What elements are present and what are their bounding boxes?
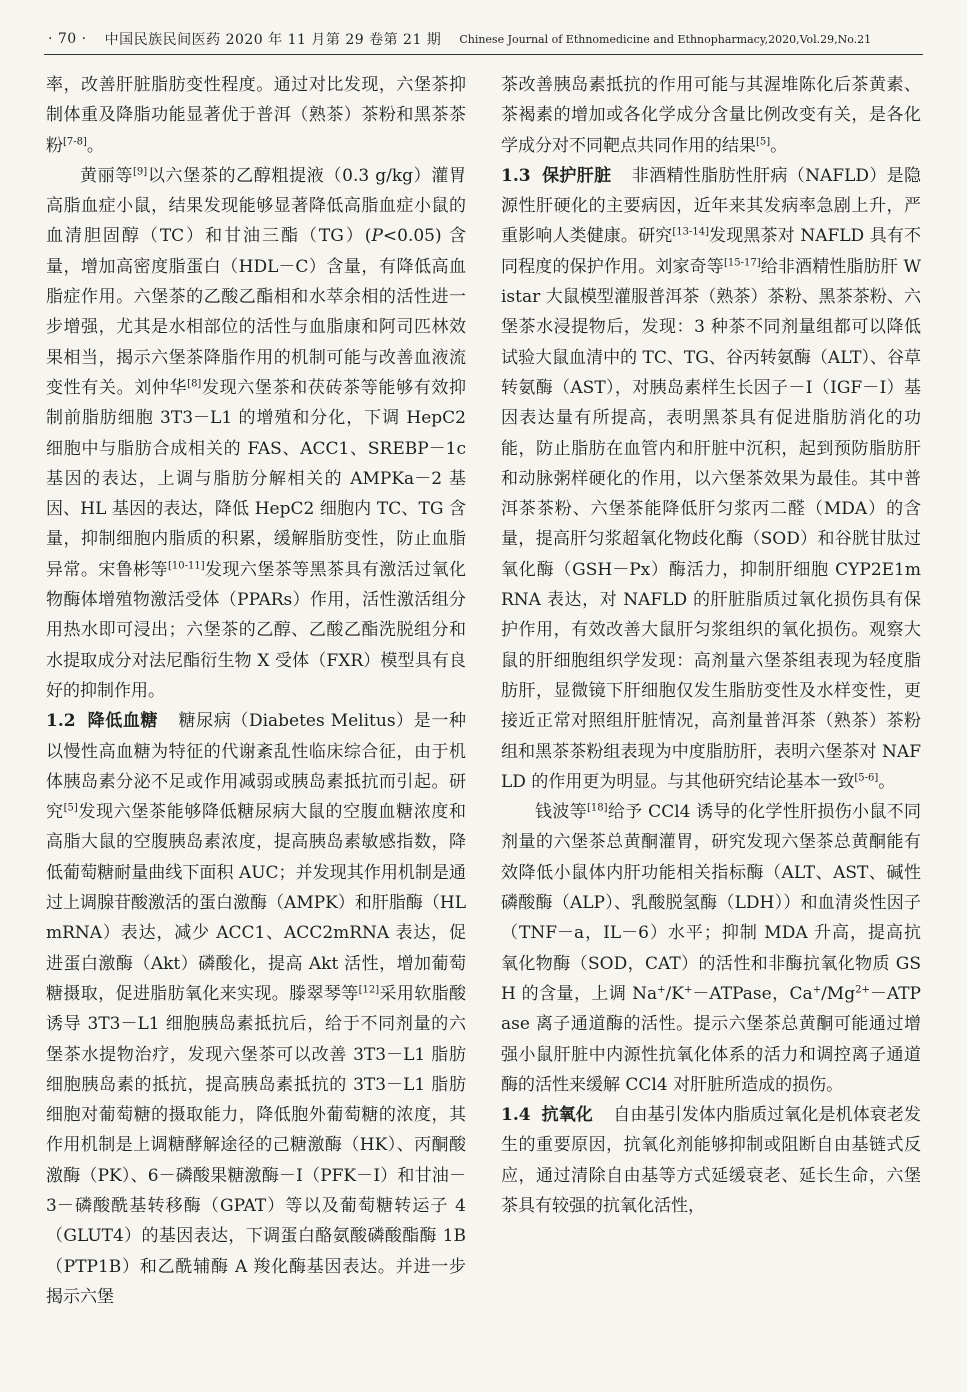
citation: [5]	[756, 135, 771, 147]
section-1-3: 1.3 保护肝脏 非酒精性脂肪性肝病（NAFLD）是隐源性肝硬化的主要病因，近年来其发病率急剧上升，严重影响人类健康。研究[13-14]发现黑茶对 NAFLD 具有不同程度的保护作用。刘家奇等[15-17]给非酒精性脂肪肝 Wistar 大鼠模型灌服普洱茶（熟茶）茶粉、黑茶茶粉、六堡茶水浸提物后，发现：3 种茶不同剂量组都可以降低试验大鼠血清中的 TC、TG、谷丙转氨酶（ALT）、谷草转氨酶（AST），对胰岛素样生长因子－Ⅰ（IGF－Ⅰ）基因表达量有所提高，表明黑茶具有促进脂肪消化的功能，防止脂肪在血管内和肝脏中沉积，起到预防脂肪肝和动脉粥样硬化的作用，以六堡茶效果为最佳。其中普洱茶茶粉、六堡茶能降低肝匀浆丙二醛（MDA）的含量，提高肝匀浆超氧化物歧化酶（SOD）和谷胱甘肽过氧化酶（GSH－Px）酶活力，抑制肝细胞 CYP2E1mRNA 表达，对 NAFLD 的肝脏脂质过氧化损伤具有保护作用，有效改善大鼠肝匀浆组织的氧化损伤。观察大鼠的肝细胞组织学发现：高剂量六堡茶组表现为轻度脂肪肝，显微镜下肝细胞仅发生脂肪变性及水样变性，更接近正常对照组肝脏情况，高剂量普洱茶（熟茶）茶粉组和黑茶茶粉组表现为中度脂肪肝，表明六堡茶对 NAFLD 的作用更为明显。与其他研究结论基本一致[5-6]。	[501, 165, 922, 792]
citation: [15-17]	[723, 257, 761, 269]
section-number: 1.3	[501, 165, 531, 186]
journal-title-cn: 中国民族民间医药 2020 年 11 月第 29 卷第 21 期	[104, 32, 442, 48]
running-header	[48, 26, 919, 52]
citation: [8]	[187, 378, 202, 390]
section-number: 1.4	[501, 1105, 531, 1126]
citation: [5-6]	[854, 772, 879, 784]
section-title: 保护肝脏	[542, 165, 612, 186]
citation: [13-14]	[672, 226, 709, 238]
paragraph: 茶改善胰岛素抵抗的作用可能与其渥堆陈化后茶黄素、茶褐素的增加或各化学成分含量比例改变有关，是各化学成分对不同靶点共同作用的结果[5]。	[501, 75, 921, 156]
journal-title-en: Chinese Journal of Ethnomedicine and Ethnopharmacy,2020,Vol.29,No.21	[459, 32, 872, 46]
paragraph: 黄丽等[9]以六堡茶的乙醇粗提液（0.3 g/kg）灌胃高脂血症小鼠，结果发现能够显著降低高脂血症小鼠的血清胆固醇（TC）和甘油三酯（TG）(P<0.05) 含量，增加高密度脂蛋白（HDL－C）含量，有降低高血脂症作用。六堡茶的乙酸乙酯相和水萃余相的活性进一步增强，尤其是水相部位的活性与血脂康和阿司匹林效果相当，揭示六堡茶降脂作用的机制可能与改善血液流变性有关。刘仲华[8]发现六堡茶和茯砖茶等能够有效抑制前脂肪细胞 3T3－L1 的增殖和分化，下调 HepC2 细胞中与脂肪合成相关的 FAS、ACC1、SREBP－1c 基因的表达，上调与脂肪分解相关的 AMPKa－2 基因、HL 基因的表达，降低 HepC2 细胞内 TC、TG 含量，抑制细胞内脂质的积累，缓解脂肪变性，防止血脂异常。宋鲁彬等[10-11]发现六堡茶等黑茶具有激活过氧化物酶体增殖物激活受体（PPARs）作用，活性激活组分用热水即可浸出；六堡茶的乙醇、乙酸乙酯洗脱组分和水提取成分对法尼酯衍生物 X 受体（FXR）模型具有良好的抑制作用。	[46, 165, 467, 701]
paragraph: 钱波等[18]给予 CCl4 诱导的化学性肝损伤小鼠不同剂量的六堡茶总黄酮灌胃，研究发现六堡茶总黄酮能有效降低小鼠体内肝功能相关指标酶（ALT、AST、碱性磷酸酶（ALP）、乳酸脱氢酶（LDH））和血清炎性因子（TNF－a，IL－6）水平；抑制 MDA 升高，提高抗氧化物酶（SOD，CAT）的活性和非酶抗氧化物质 GSH 的含量，上调 Na+/K+－ATPase，$Ca^+/Mg^{2+}-ATPase$ 离子通道酶的活性。提示六堡茶总黄酮可能通过增强小鼠肝脏中内源性抗氧化体系的活力和调控离子通道酶的活性来缓解 CCl4 对肝脏所造成的损伤。	[501, 802, 922, 1095]
left-column	[46, 70, 466, 1312]
page-number: · 70 ·	[48, 31, 87, 47]
citation: [9]	[133, 166, 148, 178]
citation: [5]	[63, 802, 78, 814]
paragraph: 率，改善肝脏脂肪变性程度。通过对比发现，六堡茶抑制体重及降脂功能显著优于普洱（熟茶）茶粉和黑茶茶粉[7-8]。	[46, 75, 466, 156]
section-title: 降低血糖	[87, 711, 159, 732]
citation: [10-11]	[167, 560, 205, 572]
citation: [7-8]	[63, 135, 87, 147]
section-1-2: 1.2 降低血糖 糖尿病（Diabetes Melitus）是一种以慢性高血糖为特征的代谢紊乱性临床综合征，由于机体胰岛素分泌不足或作用减弱或胰岛素抵抗而引起。研究[5]发现六堡茶能够降低糖尿病大鼠的空腹血糖浓度和高脂大鼠的空腹胰岛素浓度，提高胰岛素敏感指数，降低葡萄糖耐量曲线下面积 AUC；并发现其作用机制是通过上调腺苷酸激活的蛋白激酶（AMPK）和肝脂酶（HLmRNA）表达，减少 ACC1、ACC2mRNA 表达，促进蛋白激酶（Akt）磷酸化，提高 Akt 活性，增加葡萄糖摄取，促进脂肪氧化来实现。滕翠琴等[12]采用软脂酸诱导 3T3－L1 细胞胰岛素抵抗后，给于不同剂量的六堡茶水提物治疗，发现六堡茶可以改善 3T3－L1 脂肪细胞胰岛素的抵抗，提高胰岛素抵抗的 3T3－L1 脂肪细胞对葡萄糖的摄取能力，降低胞外葡萄糖的浓度，其作用机制是上调糖酵解途径的己糖激酶（HK）、丙酮酸激酶（PK）、6－磷酸果糖激酶－Ⅰ（PFK－Ⅰ）和甘油－3－磷酸酰基转移酶（GPAT）等以及葡萄糖转运子 4（GLUT4）的基因表达，下调蛋白酪氨酸磷酸酯酶 1B（PTP1B）和乙酰辅酶 A 羧化酶基因表达。并进一步揭示六堡	[46, 711, 467, 1307]
section-number: 1.2	[46, 711, 76, 732]
right-column	[501, 70, 921, 1221]
section-title: 抗氧化	[541, 1105, 593, 1126]
citation: [18]	[586, 802, 608, 814]
header-rule	[44, 54, 923, 55]
citation: [12]	[358, 984, 380, 996]
section-1-4: 1.4 抗氧化 自由基引发体内脂质过氧化是机体衰老发生的重要原因，抗氧化剂能够抑制或阻断自由基链式反应，通过清除自由基等方式延缓衰老、延长生命，六堡茶具有较强的抗氧化活性，	[501, 1105, 922, 1216]
